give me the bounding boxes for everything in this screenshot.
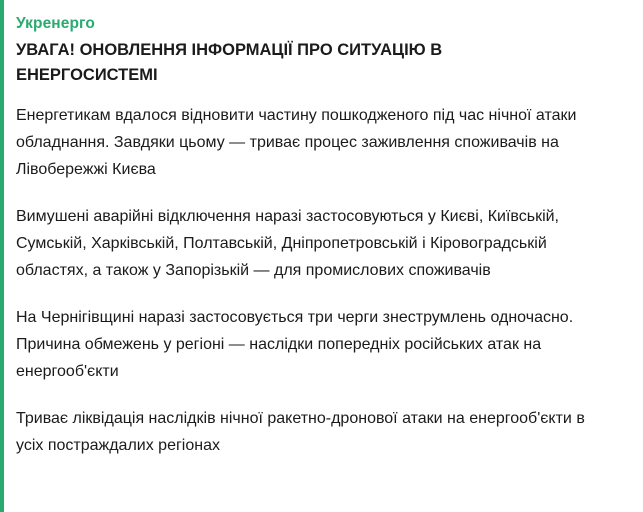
channel-accent-bar — [0, 0, 4, 512]
channel-name[interactable]: Укренерго — [16, 15, 95, 32]
post-paragraph: На Чернігівщині наразі застосовується три черги знеструмлень одночасно. Причина обмежень у регіоні — наслідки попередніх російських атак на енергооб'єкти — [16, 309, 574, 380]
post-paragraph: Триває ліквідація наслідків нічної ракетно-дронової атаки на енергооб'єкти в усіх постраждалих регіонах — [16, 410, 585, 454]
post-paragraph: Енергетикам вдалося відновити частину пошкодженого під час нічної атаки обладнання. Завдяки цьому — триває процес заживлення споживачів на Лівобережжі Києва — [16, 107, 577, 178]
post-headline: УВАГА! ОНОВЛЕННЯ ІНФОРМАЦІЇ ПРО СИТУАЦІЮ В ЕНЕРГОСИСТЕМІ — [16, 41, 443, 84]
post-paragraph: Вимушені аварійні відключення наразі застосовуються у Києві, Київській, Сумській, Харківській, Полтавській, Дніпропетровській і Кіровоградській областях, а також у Запорізькій — для промислових споживачів — [16, 208, 559, 279]
